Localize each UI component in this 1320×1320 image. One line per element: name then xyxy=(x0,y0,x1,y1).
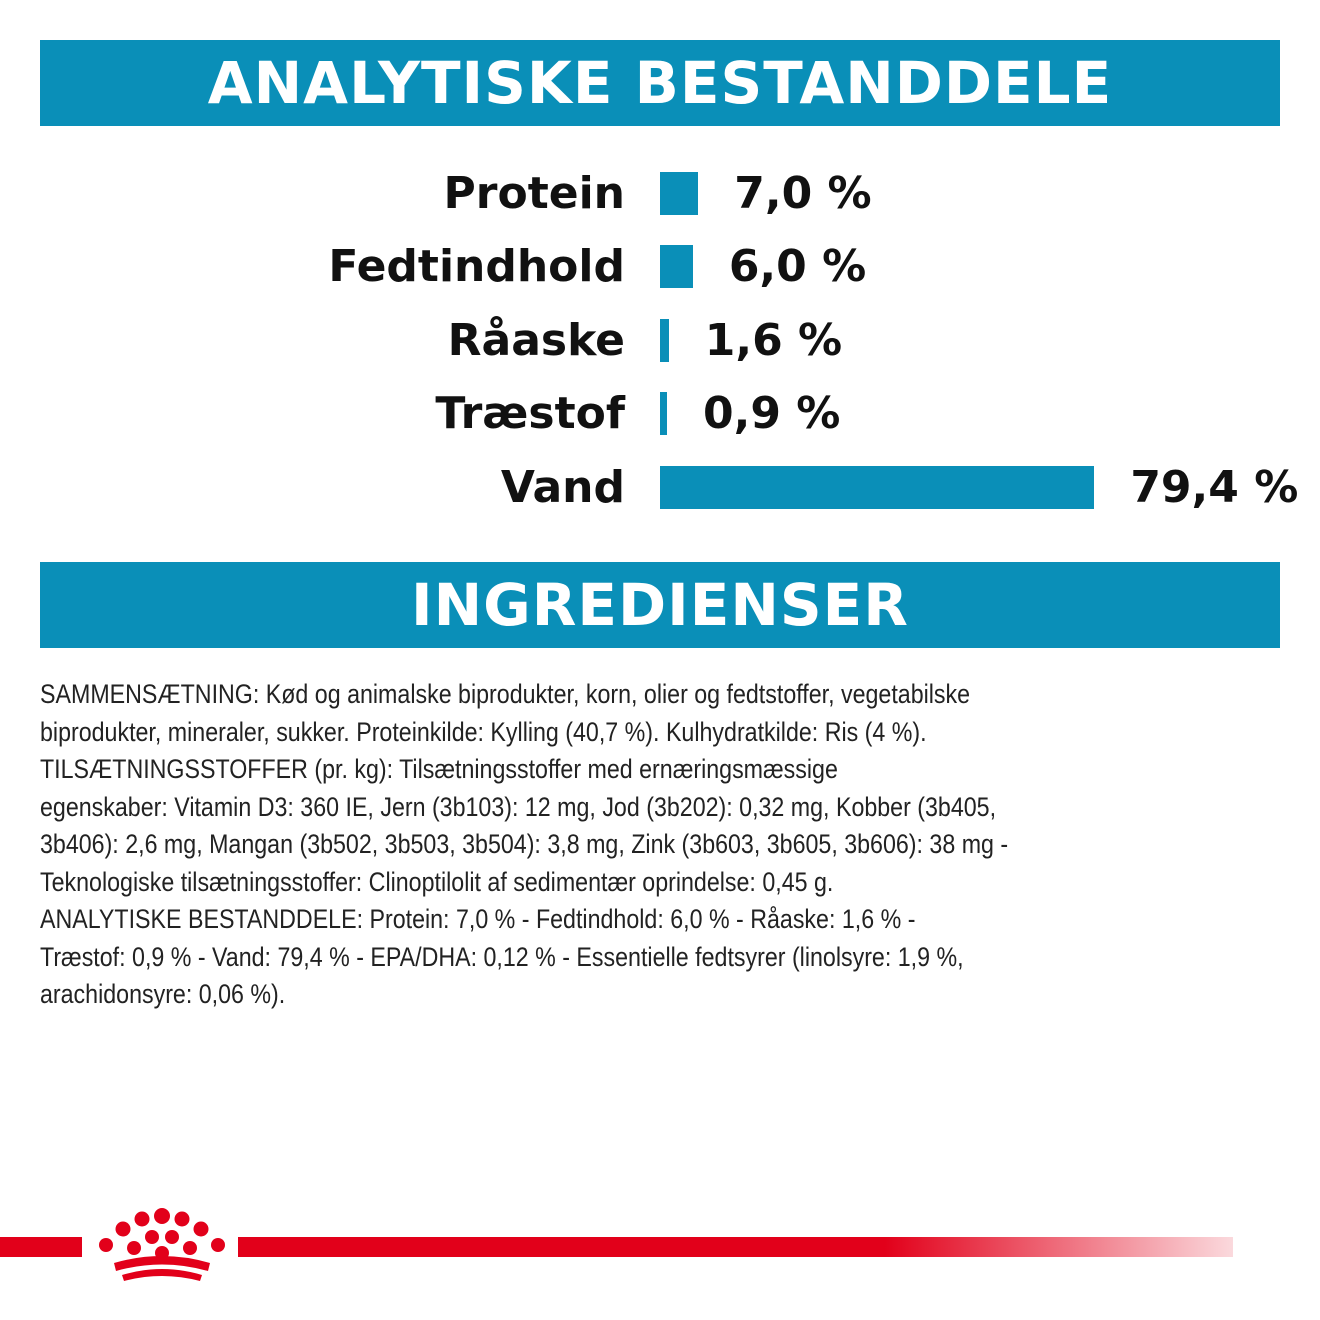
analytics-header-banner xyxy=(40,40,1280,126)
ingredients-title: INGREDIENSER xyxy=(411,571,909,639)
bar xyxy=(660,466,1094,509)
category-label: Vand xyxy=(500,461,625,513)
value-label: 1,6 % xyxy=(704,314,843,366)
brand-stripe-right xyxy=(238,1237,1233,1257)
ingredients-line: Træstof: 0,9 % - Vand: 79,4 % - EPA/DHA: 0,12 % - Essentielle fedtsyrer (linolsyre: 1,9 %, xyxy=(40,941,964,972)
chart-row xyxy=(0,457,1320,517)
ingredients-line: biprodukter, mineraler, sukker. Proteinkilde: Kylling (40,7 %). Kulhydratkilde: Ris (4 %). xyxy=(40,716,927,747)
category-label: Råaske xyxy=(447,314,625,366)
category-label: Protein xyxy=(443,167,625,219)
ingredients-line: arachidonsyre: 0,06 %). xyxy=(40,979,286,1009)
value-label: 0,9 % xyxy=(703,388,841,439)
brand-stripe-left xyxy=(0,1237,82,1257)
ingredients-line: TILSÆTNINGSSTOFFER (pr. kg): Tilsætningsstoffer med ernæringsmæssige xyxy=(40,754,838,784)
value-label: 6,0 % xyxy=(728,241,867,292)
value-label: 79,4 % xyxy=(1130,461,1299,513)
ingredients-line: ANALYTISKE BESTANDDELE: Protein: 7,0 % - Fedtindhold: 6,0 % - Råaske: 1,6 % - xyxy=(40,904,916,934)
ingredients-text xyxy=(40,676,1278,1014)
crown-icon xyxy=(92,1205,232,1285)
bar xyxy=(660,319,669,362)
ingredients-line: SAMMENSÆTNING: Kød og animalske biprodukter, korn, olier og fedtstoffer, vegetabilske xyxy=(40,679,971,709)
chart-row xyxy=(0,237,1320,297)
ingredients-line: egenskaber: Vitamin D3: 360 IE, Jern (3b103): 12 mg, Jod (3b202): 0,32 mg, Kobber (3b405, xyxy=(40,791,997,822)
bar xyxy=(660,392,667,435)
bar xyxy=(660,245,693,288)
category-label: Fedtindhold xyxy=(328,241,625,292)
analytics-title: ANALYTISKE BESTANDDELE xyxy=(207,49,1113,117)
category-label: Træstof xyxy=(435,388,625,439)
chart-row xyxy=(0,310,1320,370)
ingredients-line: 3b406): 2,6 mg, Mangan (3b502, 3b503, 3b504): 3,8 mg, Zink (3b603, 3b605, 3b606): 38 mg - xyxy=(40,829,1009,859)
ingredients-header-banner xyxy=(40,562,1280,648)
bar xyxy=(660,172,698,215)
chart-row xyxy=(0,163,1320,223)
value-label: 7,0 % xyxy=(734,167,872,219)
ingredients-line: Teknologiske tilsætningsstoffer: Clinoptilolit af sedimentær oprindelse: 0,45 g. xyxy=(40,866,834,897)
chart-row xyxy=(0,384,1320,444)
